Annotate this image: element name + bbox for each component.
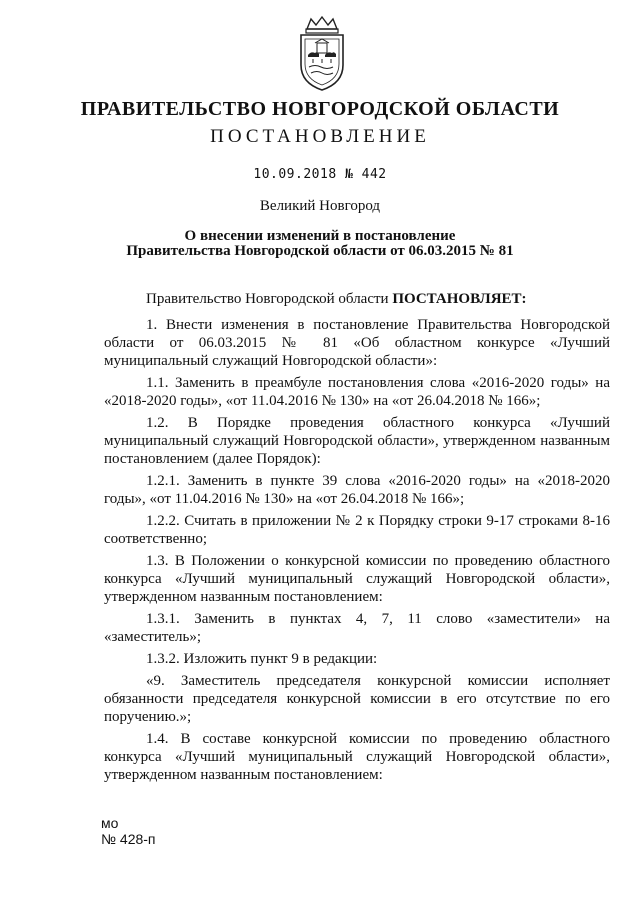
paragraph: 1.3. В Положении о конкурсной комиссии по проведению областного конкурса «Лучший муниципальный служащий Новгородской области», утвержденном названным постановлением: <box>104 553 610 605</box>
government-title: ПРАВИТЕЛЬСТВО НОВГОРОДСКОЙ ОБЛАСТИ <box>80 98 560 120</box>
paragraph: 1.3.2. Изложить пункт 9 в редакции: <box>146 651 378 667</box>
paragraph: 1. Внести изменения в постановление Правительства Новгородской области от 06.03.2015 № 81 «Об областном конкурсе «Лучший муниципальный служащий Новгородской области»: <box>104 317 610 369</box>
document-subject <box>0 229 640 259</box>
preamble-decree: ПОСТАНОВЛЯЕТ: <box>392 291 527 307</box>
paragraph: 1.3.1. Заменить в пунктах 4, 7, 11 слово «заместители» на «заместитель»; <box>104 611 610 645</box>
footer-number: № 428-п <box>101 831 156 847</box>
paragraph: 1.1. Заменить в преамбуле постановления слова «2016-2020 годы» на «2018-2020 годы», «от 11.04.2016 № 130» на «от 26.04.2018 № 166»; <box>104 375 610 409</box>
date-number: 10.09.2018 № 442 <box>253 167 387 182</box>
preamble <box>104 290 610 308</box>
subject-line-2: Правительства Новгородской области от 06.03.2015 № 81 <box>126 243 514 259</box>
paragraph: 1.2. В Порядке проведения областного конкурса «Лучший муниципальный служащий Новгородской области», утвержденном названным постановлением (далее Порядок): <box>104 415 610 467</box>
footer-note <box>101 815 156 847</box>
paragraph: «9. Заместитель председателя конкурсной комиссии исполняет обязанности председателя конкурсной комиссии в его отсутствие по его поручению.»; <box>104 673 610 725</box>
footer-initials: мо <box>101 815 119 831</box>
coat-of-arms-icon <box>293 15 351 93</box>
document-body <box>104 290 610 788</box>
paragraph: 1.2.1. Заменить в пункте 39 слова «2016-2020 годы» на «2018-2020 годы», «от 11.04.2016 № 130» на «от 26.04.2018 № 166»; <box>104 473 610 507</box>
document-type: ПОСТАНОВЛЕНИЕ <box>210 126 430 147</box>
paragraph: 1.2.2. Считать в приложении № 2 к Порядку строки 9-17 строками 8-16 соответственно; <box>104 513 610 547</box>
paragraph: 1.4. В составе конкурсной комиссии по проведению областного конкурса «Лучший муниципальный служащий Новгородской области», утвержденном названным постановлением: <box>104 731 610 783</box>
subject-line-1: О внесении изменений в постановление <box>184 228 456 244</box>
city: Великий Новгород <box>259 198 381 214</box>
preamble-text: Правительство Новгородской области <box>146 291 393 307</box>
